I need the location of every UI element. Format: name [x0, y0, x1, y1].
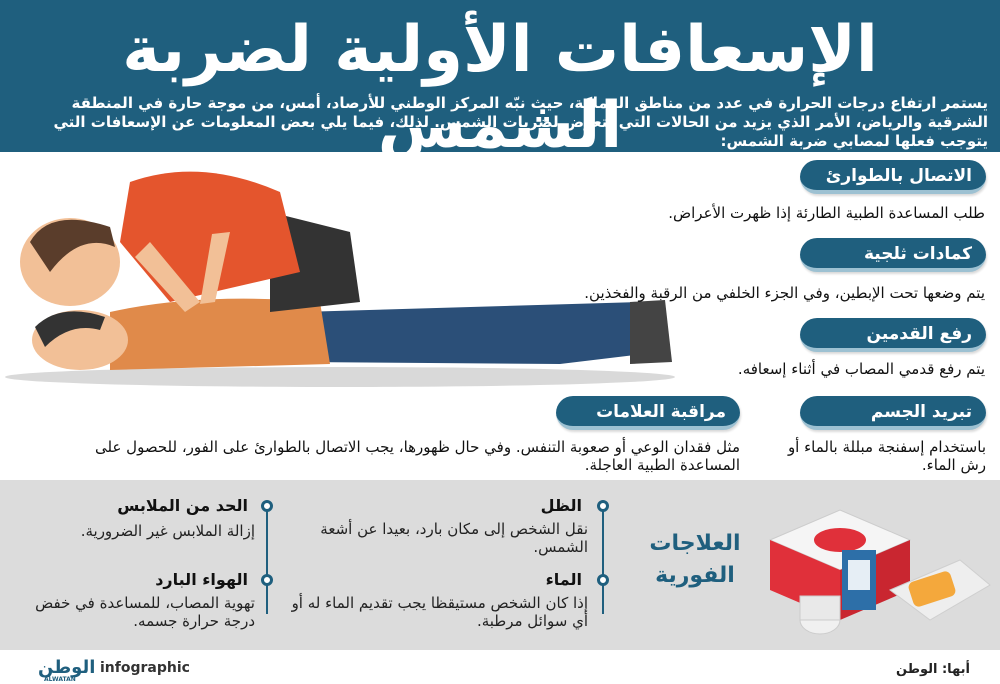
step-raise-feet-text: يتم رفع قدمي المصاب في أثناء إسعافه.: [737, 360, 985, 378]
footer-credit: أبها: الوطن: [896, 662, 970, 677]
step-monitor-signs-label: مراقبة العلامات: [596, 402, 726, 422]
step-ice-packs-text: يتم وضعها تحت الإبطين، وفي الجزء الخلفي من الرقبة والفخذين.: [584, 284, 985, 302]
step-raise-feet-label: رفع القدمين: [866, 324, 972, 344]
bullet-cool-air: [261, 574, 273, 586]
step-emergency-call-label: الاتصال بالطوارئ: [825, 166, 972, 186]
step-cool-body-text: باستخدام إسفنجة مبللة بالماء أو رش الماء.: [787, 438, 986, 474]
timeline-right: [602, 504, 604, 614]
bullet-water: [597, 574, 609, 586]
bullet-clothing: [261, 500, 273, 512]
item-clothing-text: إزالة الملابس غير الضرورية.: [80, 522, 255, 540]
step-emergency-call-text: طلب المساعدة الطبية الطارئة إذا ظهرت الأعراض.: [668, 204, 985, 222]
step-raise-feet-pill: [800, 318, 986, 352]
item-shade-title: الظل: [540, 496, 582, 515]
step-ice-packs-label: كمادات ثلجية: [863, 244, 972, 264]
step-monitor-signs-pill: [556, 396, 740, 430]
item-water-title: الماء: [545, 570, 582, 589]
page-title: الإسعافات الأولية لضربة الشمس: [122, 13, 878, 163]
item-cool-air-title: الهواء البارد: [155, 570, 248, 589]
intro-text: يستمر ارتفاع درجات الحرارة في عدد من مناطق المملكة، حيث نبّه المركز الوطني للأرصاد، أمس، من موجة حارة في المنطقة الشرقية والرياض، الأمر الذي يزيد من الحالات التي تتعرض لضربات الشمس. لذلك، فيما يلي بعض المعلومات عن الإسعافات التي يتوجب فعلها لمصابي ضربة الشمس:: [53, 94, 988, 150]
item-shade-text: نقل الشخص إلى مكان بارد، بعيدا عن أشعة الشمس.: [320, 520, 588, 556]
step-ice-packs-pill: [800, 238, 986, 272]
step-cool-body-label: تبريد الجسم: [870, 402, 972, 422]
step-cool-body-pill: [800, 396, 986, 430]
first-aid-kit-illustration: [760, 490, 996, 640]
item-cool-air-text: تهوية المصاب، للمساعدة في خفض درجة حرارة جسمه.: [35, 594, 255, 630]
logo-text: الوطن: [38, 657, 96, 678]
footer-brand: [100, 660, 190, 676]
item-water-text: إذا كان الشخص مستيقظا يجب تقديم الماء له أو أي سوائل مرطبة.: [291, 594, 588, 630]
item-clothing-title: الحد من الملابس: [117, 496, 248, 515]
bullet-shade: [597, 500, 609, 512]
alwatan-logo: [38, 657, 95, 678]
logo-sub-text: ALWATAN: [44, 676, 76, 683]
timeline-left: [266, 504, 268, 614]
immediate-treatments-title: [640, 528, 750, 592]
step-monitor-signs-text: مثل فقدان الوعي أو صعوبة التنفس. وفي حال ظهورها، يجب الاتصال بالطوارئ على الفور، للحصول على المساعدة الطبية العاجلة.: [95, 438, 740, 474]
footer-brand-text: infographic: [100, 660, 190, 676]
step-emergency-call-pill: [800, 160, 986, 194]
immediate-title-line1: العلاجات: [649, 531, 741, 556]
immediate-title-line2: الفورية: [655, 563, 735, 588]
